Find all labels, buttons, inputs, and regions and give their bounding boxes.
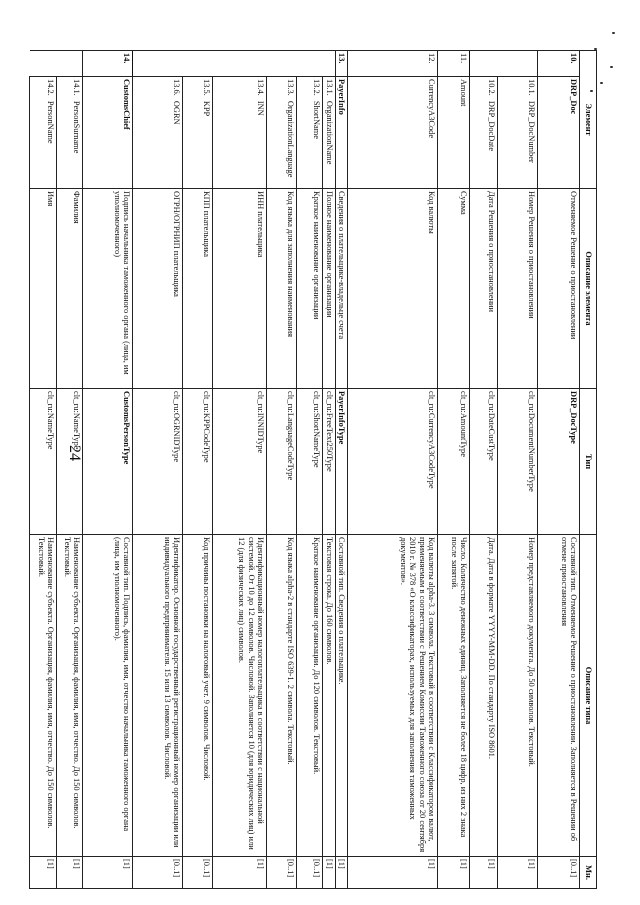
type-description: Составной тип. Сведения о плательщике. [335, 535, 347, 857]
element-description: Подпись начальника таможенного органа (лица, им уполномоченного) [83, 189, 133, 389]
table-row [83, 51, 133, 889]
element-description: Отменяемое Решение о приостановлении [538, 189, 580, 389]
indent-cell [133, 51, 183, 77]
table-row [538, 51, 580, 889]
type-description: Краткое наименование организации. До 120 символов. Текстовый. [297, 535, 323, 857]
multiplicity: [1] [30, 857, 57, 889]
multiplicity: [0..1] [267, 857, 297, 889]
element-name: OGRN [172, 98, 182, 125]
table-row [348, 51, 438, 889]
element-type: clt_ru:KPPCodeType [183, 389, 213, 535]
element-description: Полное наименование организации [323, 189, 335, 389]
type-description: Наименование субъекта. Организация, фамилия, имя, отчество. До 150 символов. Текстовый. [30, 535, 57, 857]
element-name: INN [256, 98, 266, 116]
element-description: Дата Решения о приостановлении [470, 189, 498, 389]
element-description: Код валюты [348, 189, 438, 389]
element-description: Сумма [438, 189, 470, 389]
table-row [297, 51, 323, 889]
table-row [267, 51, 297, 889]
header-description: Описание элемента [580, 189, 597, 389]
indent-cell [323, 51, 335, 77]
table-row [183, 51, 213, 889]
type-description: Составной тип. Подпись, фамилия, имя, отчество начальника таможенного органа (лица, им уполномоченного). [83, 535, 133, 857]
element-type: clt_ru:OGRNIDType [133, 389, 183, 535]
element-type: clt_ru:DateCustType [470, 389, 498, 535]
element-type: clt_ru:ShortNameType [297, 389, 323, 535]
element-description: Сведения о плательщике-владельце счета [335, 189, 347, 389]
row-number: 10.2. [487, 79, 496, 96]
multiplicity: [0..1] [183, 857, 213, 889]
row-number: 13.4. [256, 79, 266, 96]
element-description: Фамилия [57, 189, 83, 389]
element-name: DRP_Doc [538, 77, 580, 189]
element-type: clt_ru:DocumentNumberType [498, 389, 538, 535]
indent-cell [297, 51, 323, 77]
row-number: 13.2. [312, 79, 322, 96]
table-row [323, 51, 335, 889]
type-description: Текстовая строка. До 160 символов. [323, 535, 335, 857]
element-description: ИНН плательщика [213, 189, 267, 389]
table-row [335, 51, 347, 889]
element-description: Имя [30, 189, 57, 389]
element-name: CurrencyA3Code [348, 77, 438, 189]
element-description: Краткое наименование организации [297, 189, 323, 389]
element-cell [297, 77, 323, 189]
row-number: 13.1. [324, 79, 334, 96]
element-type: clt_ru:FreeText250Type [323, 389, 335, 535]
indent-cell [57, 51, 83, 77]
multiplicity: [1] [438, 857, 470, 889]
type-description: Идентификационный номер налогоплательщика в соответствии с национальной системой. От 10 до 12 символов. Числовой. Заполняется 10 (для юридических лиц) или 12 (для физических лиц) символов. [213, 535, 267, 857]
table-row [133, 51, 183, 889]
header-multiplicity: Мн. [580, 857, 597, 889]
page-number: 24 [66, 445, 83, 461]
element-description: Номер Решения о приостановлении [498, 189, 538, 389]
row-number: 11. [438, 51, 470, 77]
element-name: OrganizationName [324, 98, 334, 165]
row-number: 13.3. [286, 79, 296, 96]
element-description: КПП плательщика [183, 189, 213, 389]
multiplicity: [0..1] [133, 857, 183, 889]
indent-cell [213, 51, 267, 77]
element-name: CustomsChief [83, 77, 133, 189]
element-name: PersonName [46, 98, 56, 144]
type-description: Код причины постановки на налоговый учет. 9 символов. Числовой. [183, 535, 213, 857]
indent-cell [267, 51, 297, 77]
element-cell [213, 77, 267, 189]
element-cell [133, 77, 183, 189]
multiplicity: [1] [323, 857, 335, 889]
element-cell [57, 77, 83, 189]
indent-cell [183, 51, 213, 77]
indent-cell [498, 51, 538, 77]
element-name: ShortName [312, 98, 322, 139]
table-body [30, 51, 580, 889]
element-description: ОГРН/ОГРНИП плательщика [133, 189, 183, 389]
table-header-row [580, 51, 597, 889]
multiplicity: [0..1] [297, 857, 323, 889]
row-number: 13.6. [172, 79, 182, 96]
element-name: DRP_DocDate [487, 98, 496, 152]
element-name: KPP [202, 98, 212, 117]
element-name: PersonSurname [72, 98, 82, 154]
header-type-description: Описание типа [580, 535, 597, 857]
table-row [30, 51, 57, 889]
type-description: Составной тип. Отменяемое Решение о приостановлении. Заполняется в Решении об отмене приостановления [538, 535, 580, 857]
element-cell [470, 77, 498, 189]
type-description: Дата. Дата в формате YYYY-MM-DD. По стандарту ISO 8601. [470, 535, 498, 857]
element-name: DRP_DocNumber [527, 98, 536, 163]
element-cell [323, 77, 335, 189]
row-number: 14. [83, 51, 133, 77]
element-description: Код языка для заполнения наименования [267, 189, 297, 389]
row-number: 13. [335, 51, 347, 77]
multiplicity: [1] [498, 857, 538, 889]
type-description: Идентификатор. Основной государственный регистрационный номер организации или индивидуального предпринимателя. 15 или 13 символов. Числовой. [133, 535, 183, 857]
element-type: clt_ru:LanguageCodeType [267, 389, 297, 535]
row-number: 14.2. [46, 79, 56, 96]
element-cell [267, 77, 297, 189]
table-row [438, 51, 470, 889]
type-description: Наименование субъекта. Организация, фамилия, имя, отчество. До 150 символов. Текстовый. [57, 535, 83, 857]
multiplicity: [1] [83, 857, 133, 889]
type-description: Код валюты alpha-3. 3 символа. Текстовый в соответствии с Классификатором валют, применяемым в соответствии с Решением Комиссии Таможенного союза от 20 сентября 2010 г. № 378 «О классификаторах, используемых для заполнения таможенных документов». [348, 535, 438, 857]
element-cell [498, 77, 538, 189]
type-description: Код языка alpha-2 в стандарте ISO 639-1. 2 символа. Текстовый. [267, 535, 297, 857]
table-row [498, 51, 538, 889]
element-cell [183, 77, 213, 189]
indent-cell [470, 51, 498, 77]
element-spec-table [29, 50, 597, 889]
multiplicity: [1] [213, 857, 267, 889]
type-description: Номер представляемого документа. До 50 символов. Текстовый. [498, 535, 538, 857]
element-type: clt_ru:CurrencyA3CodeType [348, 389, 438, 535]
element-type: clt_ru:INNIDType [213, 389, 267, 535]
row-number: 10.1. [527, 79, 536, 96]
row-number: 14.1. [72, 79, 82, 96]
row-number: 10. [538, 51, 580, 77]
table-row [470, 51, 498, 889]
element-name: OrganizationLanguage [286, 98, 296, 178]
element-type: DRP_DocType [538, 389, 580, 535]
element-cell [30, 77, 57, 189]
table-row [213, 51, 267, 889]
element-type: PayerInfoType [335, 389, 347, 535]
element-type: clt_ru:NameType [57, 389, 83, 535]
row-number: 12. [348, 51, 438, 77]
element-type: CustomsPersonType [83, 389, 133, 535]
type-description: Число. Количество денежных единиц. Заполняется не более 18 цифр, из них 2 знака после запятой. [438, 535, 470, 857]
table-row [57, 51, 83, 889]
multiplicity: [0..1] [538, 857, 580, 889]
element-name: PayerInfo [335, 77, 347, 189]
multiplicity: [1] [57, 857, 83, 889]
header-element: Элемент [580, 51, 597, 189]
multiplicity: [1] [470, 857, 498, 889]
multiplicity: [1] [348, 857, 438, 889]
header-type: Тип [580, 389, 597, 535]
element-type: clt_ru:AmountType [438, 389, 470, 535]
indent-cell [30, 51, 57, 77]
row-number: 13.5. [202, 79, 212, 96]
element-name: Amount [438, 77, 470, 189]
element-type: clt_ru:NameType [30, 389, 57, 535]
multiplicity: [1] [335, 857, 347, 889]
